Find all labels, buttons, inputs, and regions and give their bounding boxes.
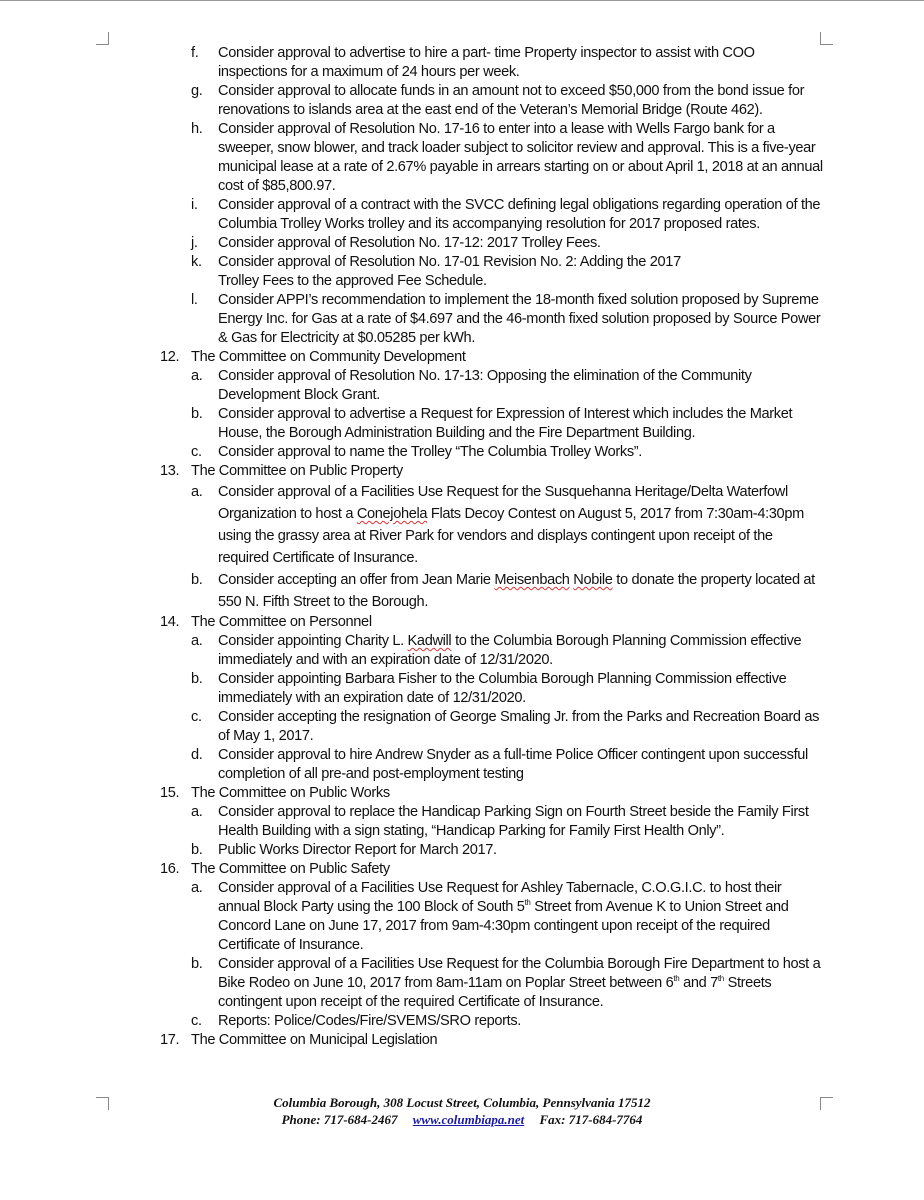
agenda-item-13a: a. Consider approval of a Facilities Use Request for the Susquehanna Heritage/Delta Waterfowl Organization to host a Conejohela Flats Decoy Contest on August 5, 2017 from 7:30am-4:30pm using the grassy area at River Park for vendors and displays contingent upon receipt of the required Certificate of Insurance. [191, 484, 804, 566]
item-text-line-1: Consider approval of Resolution No. 17-01 Revision No. 2: Adding the 2017 [218, 254, 681, 270]
agenda-item-11h: h. Consider approval of Resolution No. 17-16 to enter into a lease with Wells Fargo bank for a sweeper, snow blower, and track loader subject to solicitor review and approval. This is a five-year municipal lease at a rate of 2.67% payable in arrears starting on or about April 1, 2018 at an annual cost of $85,800.97. [191, 121, 823, 194]
agenda-item-12b: b. Consider approval to advertise a Request for Expression of Interest which includes the Market House, the Borough Administration Building and the Fire Department Building. [191, 406, 793, 441]
agenda-item-11i: i. Consider approval of a contract with the SVCC defining legal obligations regarding operation of the Columbia Trolley Works trolley and its accompanying resolution for 2017 proposed rates. [191, 197, 821, 232]
section-heading-17: 17. The Committee on Municipal Legislation [160, 1032, 438, 1048]
section-heading-12: 12. The Committee on Community Development [160, 349, 466, 365]
footer-fax: Fax: 717-684-7764 [539, 1112, 643, 1127]
page-top-border [0, 0, 924, 1]
spellcheck-flag: Kadwill [407, 633, 452, 649]
agenda-item-12c: c. Consider approval to name the Trolley “The Columbia Trolley Works”. [191, 444, 643, 460]
agenda-item-12a: a. Consider approval of Resolution No. 17-13: Opposing the elimination of the Community Development Block Grant. [191, 368, 752, 403]
page-footer [0, 1094, 924, 1128]
footer-contact [0, 1111, 924, 1128]
agenda-item-11j: j. Consider approval of Resolution No. 17-12: 2017 Trolley Fees. [191, 235, 601, 251]
agenda-item-11g: g. Consider approval to allocate funds in an amount not to exceed $50,000 from the bond issue for renovations to islands area at the east end of the Veteran’s Memorial Bridge (Route 462). [191, 83, 805, 118]
section-heading-13: 13. The Committee on Public Property [160, 463, 403, 479]
section-heading-16: 16. The Committee on Public Safety [160, 861, 390, 877]
section-heading-14: 14. The Committee on Personnel [160, 614, 372, 630]
footer-website-link[interactable]: www.columbiapa.net [412, 1112, 525, 1127]
section-heading-15: 15. The Committee on Public Works [160, 785, 390, 801]
agenda-item-15a: a. Consider approval to replace the Handicap Parking Sign on Fourth Street beside the Family First Health Building with a sign stating, “Handicap Parking for Family First Health Only”. [191, 804, 809, 839]
agenda-item-11f: f. Consider approval to advertise to hire a part- time Property inspector to assist with COO inspections for a maximum of 24 hours per week. [191, 45, 755, 80]
spellcheck-flag: Nobile [573, 572, 613, 588]
agenda-item-14b: b. Consider appointing Barbara Fisher to the Columbia Borough Planning Commission effective immediately with an expiration date of 12/31/2020. [191, 671, 787, 706]
agenda-item-14d: d. Consider approval to hire Andrew Snyder as a full-time Police Officer contingent upon successful completion of all pre-and post-employment testing [191, 747, 808, 782]
item-text-line-2: Trolley Fees to the approved Fee Schedule. [218, 273, 487, 289]
agenda-item-11k: k. Consider approval of Resolution No. 17-01 Revision No. 2: Adding the 2017 Trolley Fees to the approved Fee Schedule. [191, 254, 681, 289]
agenda-item-13b: b. Consider accepting an offer from Jean Marie Meisenbach Nobile to donate the property located at 550 N. Fifth Street to the Borough. [191, 572, 815, 610]
agenda-item-16a: a. Consider approval of a Facilities Use Request for Ashley Tabernacle, C.O.G.I.C. to host their annual Block Party using the 100 Block of South 5th Street from Avenue K to Union Street and Concord Lane on June 17, 2017 from 9am-4:30pm contingent upon receipt of the required Certificate of Insurance. [191, 880, 789, 953]
agenda-item-16c: c. Reports: Police/Codes/Fire/SVEMS/SRO reports. [191, 1013, 521, 1029]
agenda-item-11l: l. Consider APPI’s recommendation to implement the 18-month fixed solution proposed by Supreme Energy Inc. for Gas at a rate of $4.697 and the 46-month fixed solution proposed by Source Power & Gas for Electricity at $0.05285 per kWh. [191, 292, 821, 346]
footer-phone: Phone: 717-684-2467 [281, 1112, 398, 1127]
agenda-item-14c: c. Consider accepting the resignation of George Smaling Jr. from the Parks and Recreation Board as of May 1, 2017. [191, 709, 820, 744]
spellcheck-flag: Meisenbach [494, 572, 570, 588]
agenda-item-15b: b. Public Works Director Report for March 2017. [191, 842, 497, 858]
agenda-item-16b: b. Consider approval of a Facilities Use Request for the Columbia Borough Fire Department to host a Bike Rodeo on June 10, 2017 from 8am-11am on Poplar Street between 6th and 7th Streets contingent upon receipt of the required Certificate of Insurance. [191, 956, 821, 1010]
agenda-item-14a: a. Consider appointing Charity L. Kadwill to the Columbia Borough Planning Commission effective immediately and with an expiration date of 12/31/2020. [191, 633, 802, 668]
spellcheck-flag: Conejohela [356, 506, 428, 522]
footer-address: Columbia Borough, 308 Locust Street, Columbia, Pennsylvania 17512 [273, 1095, 651, 1110]
crop-mark-top-left [96, 32, 109, 45]
agenda-body [160, 44, 825, 1050]
